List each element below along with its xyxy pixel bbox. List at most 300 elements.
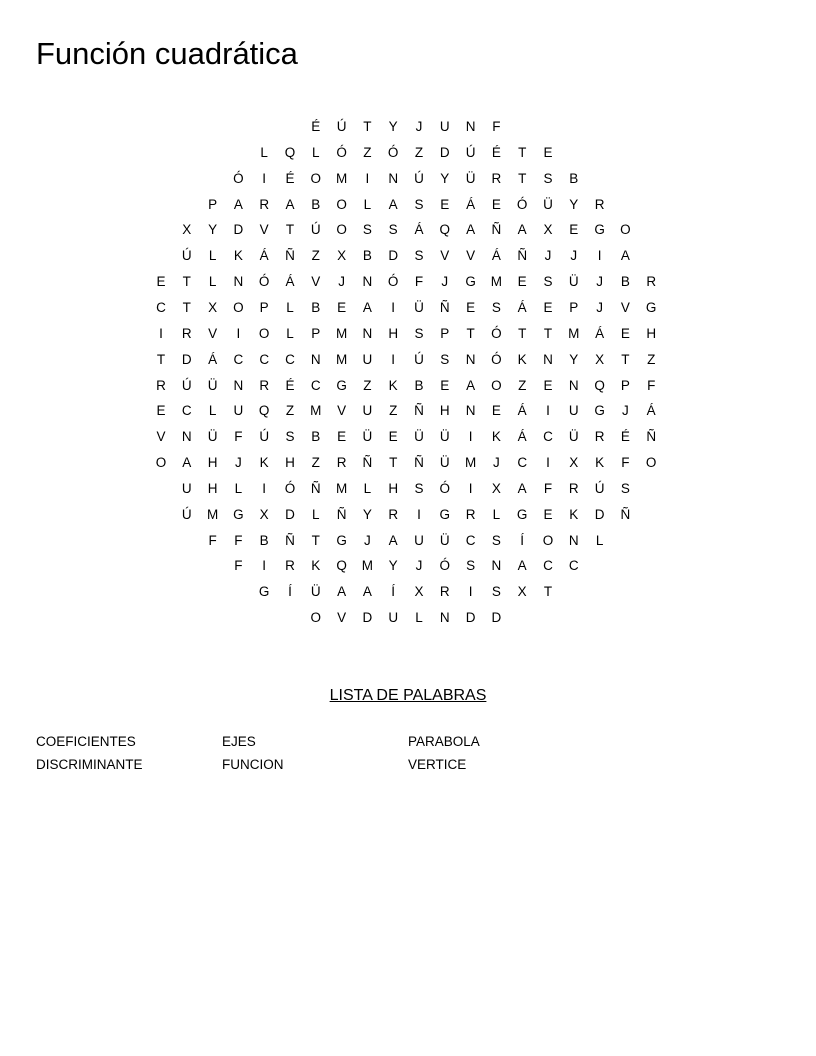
grid-letter: R xyxy=(259,377,270,393)
grid-letter: T xyxy=(543,584,553,600)
grid-letter: E xyxy=(620,325,630,341)
grid-letter: Ú xyxy=(594,480,605,496)
grid-letter: Ñ xyxy=(362,455,373,471)
grid-letter: O xyxy=(336,222,347,238)
grid-letter: Z xyxy=(414,144,424,160)
grid-letter: A xyxy=(517,222,527,238)
grid-letter: R xyxy=(181,325,192,341)
grid-letter: A xyxy=(466,222,476,238)
grid-letter: A xyxy=(466,377,476,393)
grid-letter: G xyxy=(336,377,347,393)
grid-letter: L xyxy=(208,274,217,290)
grid-letter: Á xyxy=(595,325,605,341)
grid-letter: A xyxy=(362,584,372,600)
grid-letter: Q xyxy=(284,144,296,160)
grid-letter: C xyxy=(181,403,192,419)
grid-letter: K xyxy=(595,455,605,471)
grid-letter: Ü xyxy=(207,377,218,393)
grid-letter: Á xyxy=(517,403,527,419)
grid-letter: Ñ xyxy=(491,222,502,238)
grid-letter: U xyxy=(439,119,450,134)
grid-letter: A xyxy=(517,480,527,496)
grid-letter: O xyxy=(258,325,270,341)
grid-letter: N xyxy=(233,377,244,393)
grid-letter: F xyxy=(492,119,501,134)
grid-letter: R xyxy=(594,196,605,212)
grid-letter: O xyxy=(233,299,244,315)
grid-letter: K xyxy=(233,248,243,264)
grid-letter: T xyxy=(518,325,527,341)
grid-letter: Ñ xyxy=(414,455,424,471)
grid-letter: Ü xyxy=(568,429,579,445)
grid-letter: R xyxy=(259,196,270,212)
grid-letter: G xyxy=(645,299,657,315)
grid-letter: G xyxy=(594,222,605,238)
grid-letter: N xyxy=(568,377,579,393)
grid-letter: C xyxy=(156,299,166,315)
grid-letter: S xyxy=(285,429,295,445)
grid-letter: B xyxy=(311,429,321,445)
grid-letter: Ü xyxy=(414,429,424,445)
grid-letter: C xyxy=(568,558,579,574)
grid-letter: X xyxy=(414,584,424,600)
grid-letter: J xyxy=(364,532,371,548)
grid-letter: Í xyxy=(288,584,292,600)
grid-letter: Ó xyxy=(233,170,244,186)
grid-letter: E xyxy=(543,506,553,522)
grid-letter: B xyxy=(362,248,372,264)
grid-letter: Á xyxy=(517,429,527,445)
grid-letter: A xyxy=(388,196,398,212)
grid-letter: Ü xyxy=(568,274,579,290)
grid-letter: O xyxy=(310,610,322,626)
grid-letter: N xyxy=(362,325,373,341)
grid-letter: Ó xyxy=(439,480,451,496)
grid-letter: U xyxy=(568,403,579,419)
grid-letter: F xyxy=(234,429,243,445)
grid-letter: Ó xyxy=(284,480,296,496)
grid-letter: A xyxy=(388,532,398,548)
grid-letter: M xyxy=(335,351,348,367)
grid-letter: Ñ xyxy=(285,532,295,548)
grid-letter: Z xyxy=(285,403,295,419)
grid-letter: F xyxy=(234,532,243,548)
grid-letter: I xyxy=(262,480,267,496)
grid-letter: Í xyxy=(391,584,396,600)
grid-letter: U xyxy=(362,351,373,367)
grid-letter: G xyxy=(594,403,605,419)
grid-letter: L xyxy=(363,196,372,212)
grid-letter: C xyxy=(543,558,553,574)
grid-letter: P xyxy=(440,325,450,341)
grid-letter: G xyxy=(465,274,476,290)
grid-letter: G xyxy=(336,532,347,548)
grid-letter: Ó xyxy=(258,274,270,290)
grid-letter: R xyxy=(465,506,476,522)
grid-letter: P xyxy=(311,325,321,341)
grid-letter: T xyxy=(389,455,398,471)
grid-letter: É xyxy=(311,119,321,134)
grid-letter: S xyxy=(491,584,501,600)
grid-letter: X xyxy=(569,455,579,471)
grid-letter: P xyxy=(569,299,579,315)
grid-letter: Z xyxy=(518,377,527,393)
grid-letter: Ó xyxy=(387,274,399,290)
grid-letter: K xyxy=(311,558,321,574)
grid-letter: L xyxy=(492,506,501,522)
grid-letter: R xyxy=(594,429,605,445)
grid-letter: Á xyxy=(414,222,424,238)
grid-letter: S xyxy=(414,248,424,264)
grid-letter: C xyxy=(517,455,528,471)
grid-letter: E xyxy=(491,196,501,212)
grid-letter: R xyxy=(285,558,295,574)
grid-letter: Y xyxy=(362,506,372,522)
page-title: Función cuadrática xyxy=(36,36,298,71)
grid-letter: M xyxy=(361,558,374,574)
grid-letter: S xyxy=(466,558,476,574)
grid-letter: N xyxy=(465,351,476,367)
grid-letter: R xyxy=(568,480,579,496)
grid-letter: Ü xyxy=(310,584,321,600)
grid-letter: É xyxy=(491,144,501,160)
grid-letter: G xyxy=(439,506,451,522)
grid-letter: T xyxy=(621,351,630,367)
grid-letter: S xyxy=(491,532,501,548)
grid-letter: N xyxy=(310,351,321,367)
grid-letter: X xyxy=(491,480,501,496)
grid-letter: F xyxy=(414,274,424,290)
grid-letter: E xyxy=(569,222,579,238)
grid-letter: N xyxy=(439,610,450,626)
grid-letter: Ú xyxy=(181,506,192,522)
grid-letter: V xyxy=(208,325,218,341)
grid-letter: Ñ xyxy=(285,248,295,264)
grid-letter: L xyxy=(363,480,372,496)
grid-letter: É xyxy=(620,429,630,445)
grid-letter: J xyxy=(596,299,603,315)
grid-letter: E xyxy=(466,299,476,315)
grid-letter: T xyxy=(182,274,191,290)
grid-letter: O xyxy=(155,455,167,471)
grid-letter: A xyxy=(285,196,295,212)
grid-letter: M xyxy=(335,325,348,341)
grid-letter: H xyxy=(646,325,657,341)
grid-letter: F xyxy=(621,455,630,471)
grid-letter: S xyxy=(414,325,424,341)
grid-letter: Z xyxy=(389,403,398,419)
grid-letter: S xyxy=(414,480,424,496)
grid-letter: R xyxy=(491,170,502,186)
grid-letter: K xyxy=(259,455,269,471)
grid-letter: V xyxy=(620,299,630,315)
grid-letter: Ú xyxy=(414,351,424,367)
grid-letter: Ü xyxy=(207,429,218,445)
grid-letter: E xyxy=(517,274,527,290)
grid-letter: L xyxy=(415,610,423,626)
grid-letter: J xyxy=(570,248,578,264)
grid-letter: Ú xyxy=(336,119,347,134)
grid-letter: I xyxy=(546,455,550,471)
grid-letter: Ñ xyxy=(414,403,424,419)
grid-letter: C xyxy=(233,351,244,367)
grid-letter: M xyxy=(490,274,503,290)
word-list-item: DISCRIMINANTE xyxy=(36,757,143,772)
grid-letter: N xyxy=(181,429,192,445)
grid-letter: Ú xyxy=(181,377,192,393)
grid-letter: T xyxy=(182,299,191,315)
grid-letter: S xyxy=(543,274,553,290)
grid-letter: Ü xyxy=(439,532,450,548)
grid-letter: O xyxy=(645,455,657,471)
grid-letter: É xyxy=(285,170,295,186)
grid-letter: I xyxy=(391,299,396,315)
grid-letter: J xyxy=(622,403,629,419)
grid-letter: X xyxy=(517,584,527,600)
grid-letter: X xyxy=(182,222,192,238)
grid-letter: Ó xyxy=(336,144,347,160)
grid-letter: Y xyxy=(388,558,398,574)
grid-letter: S xyxy=(440,351,450,367)
grid-letter: T xyxy=(311,532,320,548)
grid-letter: H xyxy=(285,455,295,471)
grid-letter: X xyxy=(595,351,605,367)
grid-letter: U xyxy=(233,403,244,419)
grid-letter: K xyxy=(491,429,501,445)
grid-letter: L xyxy=(286,325,294,341)
word-list-item: PARABOLA xyxy=(408,734,480,749)
grid-letter: D xyxy=(181,351,192,367)
grid-letter: S xyxy=(388,222,398,238)
grid-letter: O xyxy=(620,222,631,238)
grid-letter: L xyxy=(208,248,217,264)
grid-letter: E xyxy=(337,429,347,445)
grid-letter: F xyxy=(543,480,553,496)
grid-letter: O xyxy=(542,532,554,548)
grid-letter: D xyxy=(491,610,502,626)
grid-letter: I xyxy=(468,584,473,600)
grid-letter: R xyxy=(646,274,657,290)
grid-letter: S xyxy=(414,196,424,212)
grid-letter: I xyxy=(391,351,396,367)
grid-letter: E xyxy=(156,274,166,290)
grid-letter: H xyxy=(207,455,218,471)
grid-letter: M xyxy=(310,403,322,419)
grid-letter: R xyxy=(388,506,399,522)
grid-letter: Z xyxy=(363,144,372,160)
word-list-item: EJES xyxy=(222,734,256,749)
grid-letter: E xyxy=(440,196,450,212)
grid-letter: Ó xyxy=(516,196,528,212)
grid-letter: U xyxy=(181,480,192,496)
grid-letter: N xyxy=(233,274,244,290)
grid-letter: Ü xyxy=(439,455,450,471)
grid-letter: Ü xyxy=(439,429,450,445)
grid-letter: Ó xyxy=(491,351,502,367)
grid-letter: T xyxy=(518,144,527,160)
grid-letter: Ú xyxy=(181,248,192,264)
grid-letter: Y xyxy=(388,119,398,134)
grid-letter: F xyxy=(208,532,217,548)
grid-letter: Ñ xyxy=(310,480,321,496)
grid-letter: C xyxy=(465,532,476,548)
grid-letter: T xyxy=(466,325,475,341)
grid-letter: D xyxy=(388,248,399,264)
grid-letter: U xyxy=(388,610,399,626)
grid-letter: H xyxy=(207,480,218,496)
grid-letter: G xyxy=(516,506,528,522)
grid-letter: N xyxy=(543,351,553,367)
grid-letter: T xyxy=(518,170,527,186)
grid-letter: B xyxy=(569,170,579,186)
grid-letter: N xyxy=(465,403,476,419)
grid-letter: M xyxy=(335,170,348,186)
grid-letter: D xyxy=(233,222,244,238)
grid-letter: C xyxy=(285,351,295,367)
grid-letter: Ñ xyxy=(439,299,450,315)
grid-letter: Y xyxy=(569,196,579,212)
grid-letter: P xyxy=(620,377,630,393)
grid-letter: V xyxy=(440,248,450,264)
grid-letter: L xyxy=(312,144,320,160)
grid-letter: X xyxy=(543,222,553,238)
grid-letter: Y xyxy=(208,222,218,238)
grid-letter: X xyxy=(337,248,347,264)
grid-letter: Í xyxy=(520,532,525,548)
grid-letter: M xyxy=(464,455,477,471)
grid-letter: Z xyxy=(311,455,320,471)
grid-letter: N xyxy=(465,119,476,134)
grid-letter: J xyxy=(441,274,449,290)
grid-letter: L xyxy=(260,144,268,160)
grid-letter: I xyxy=(417,506,421,522)
grid-letter: M xyxy=(568,325,580,341)
grid-letter: Ü xyxy=(543,196,553,212)
grid-letter: I xyxy=(262,558,267,574)
grid-letter: P xyxy=(208,196,218,212)
grid-letter: Ñ xyxy=(646,429,657,445)
grid-letter: Á xyxy=(466,196,476,212)
grid-letter: V xyxy=(311,274,321,290)
grid-letter: Á xyxy=(517,299,527,315)
grid-letter: O xyxy=(336,196,347,212)
grid-letter: A xyxy=(517,558,527,574)
grid-letter: J xyxy=(493,455,500,471)
grid-letter: Y xyxy=(440,170,450,186)
grid-letter: J xyxy=(338,274,345,290)
grid-letter: N xyxy=(362,274,373,290)
grid-letter: U xyxy=(362,403,373,419)
grid-letter: H xyxy=(439,403,450,419)
grid-letter: N xyxy=(568,532,579,548)
grid-letter: Z xyxy=(363,377,372,393)
grid-letter: T xyxy=(156,351,166,367)
grid-letter: B xyxy=(311,299,321,315)
grid-letter: C xyxy=(259,351,270,367)
grid-letter: F xyxy=(647,377,656,393)
grid-letter: Ñ xyxy=(336,506,347,522)
grid-letter: D xyxy=(362,610,373,626)
grid-letter: Y xyxy=(569,351,579,367)
grid-letter: V xyxy=(337,610,347,626)
word-list-item: COEFICIENTES xyxy=(36,734,136,749)
grid-letter: V xyxy=(259,222,269,238)
grid-letter: S xyxy=(620,480,630,496)
grid-letter: Ü xyxy=(414,299,424,315)
grid-letter: N xyxy=(491,558,502,574)
grid-letter: Ü xyxy=(362,429,373,445)
grid-letter: O xyxy=(491,377,502,393)
grid-letter: Q xyxy=(439,222,451,238)
grid-letter: A xyxy=(337,584,347,600)
grid-letter: L xyxy=(234,480,243,496)
grid-letter: R xyxy=(336,455,347,471)
grid-letter: B xyxy=(311,196,321,212)
grid-letter: L xyxy=(595,532,604,548)
grid-letter: Ñ xyxy=(620,506,631,522)
grid-letter: Á xyxy=(259,248,269,264)
grid-letter: D xyxy=(465,610,476,626)
grid-letter: J xyxy=(235,455,242,471)
grid-letter: X xyxy=(208,299,218,315)
grid-letter: I xyxy=(468,429,473,445)
grid-letter: Z xyxy=(311,248,320,264)
grid-letter: É xyxy=(285,377,295,393)
grid-letter: P xyxy=(259,299,269,315)
grid-letter: Ú xyxy=(465,144,476,160)
grid-letter: E xyxy=(440,377,450,393)
grid-letter: O xyxy=(310,170,322,186)
grid-letter: J xyxy=(415,119,423,134)
grid-letter: E xyxy=(543,144,553,160)
grid-letter: E xyxy=(543,299,553,315)
grid-letter: U xyxy=(414,532,424,548)
grid-letter: A xyxy=(362,299,372,315)
grid-letter: R xyxy=(439,584,450,600)
grid-letter: Z xyxy=(647,351,656,367)
grid-letter: K xyxy=(388,377,398,393)
grid-letter: C xyxy=(543,429,553,445)
grid-letter: Ó xyxy=(387,144,399,160)
grid-letter: V xyxy=(337,403,347,419)
grid-letter: I xyxy=(597,248,602,264)
grid-letter: I xyxy=(262,170,267,186)
word-list-title: LISTA DE PALABRAS xyxy=(329,687,487,704)
grid-letter: T xyxy=(363,119,372,134)
grid-letter: L xyxy=(312,506,320,522)
grid-letter: E xyxy=(337,299,347,315)
grid-letter: I xyxy=(159,325,163,341)
grid-letter: M xyxy=(206,506,219,522)
grid-letter: E xyxy=(491,403,501,419)
grid-letter: D xyxy=(285,506,295,522)
word-list-item: FUNCION xyxy=(222,757,284,772)
grid-letter: E xyxy=(388,429,398,445)
grid-letter: V xyxy=(466,248,476,264)
grid-letter: A xyxy=(233,196,243,212)
grid-letter: X xyxy=(259,506,269,522)
grid-letter: G xyxy=(233,506,244,522)
grid-letter: A xyxy=(620,248,630,264)
grid-letter: Q xyxy=(258,403,270,419)
grid-letter: V xyxy=(156,429,166,445)
grid-letter: D xyxy=(439,144,450,160)
grid-letter: Ü xyxy=(465,170,476,186)
grid-letter: Ó xyxy=(491,325,502,341)
grid-letter: C xyxy=(310,377,321,393)
grid-letter: G xyxy=(258,584,270,600)
grid-letter: Ú xyxy=(259,429,270,445)
